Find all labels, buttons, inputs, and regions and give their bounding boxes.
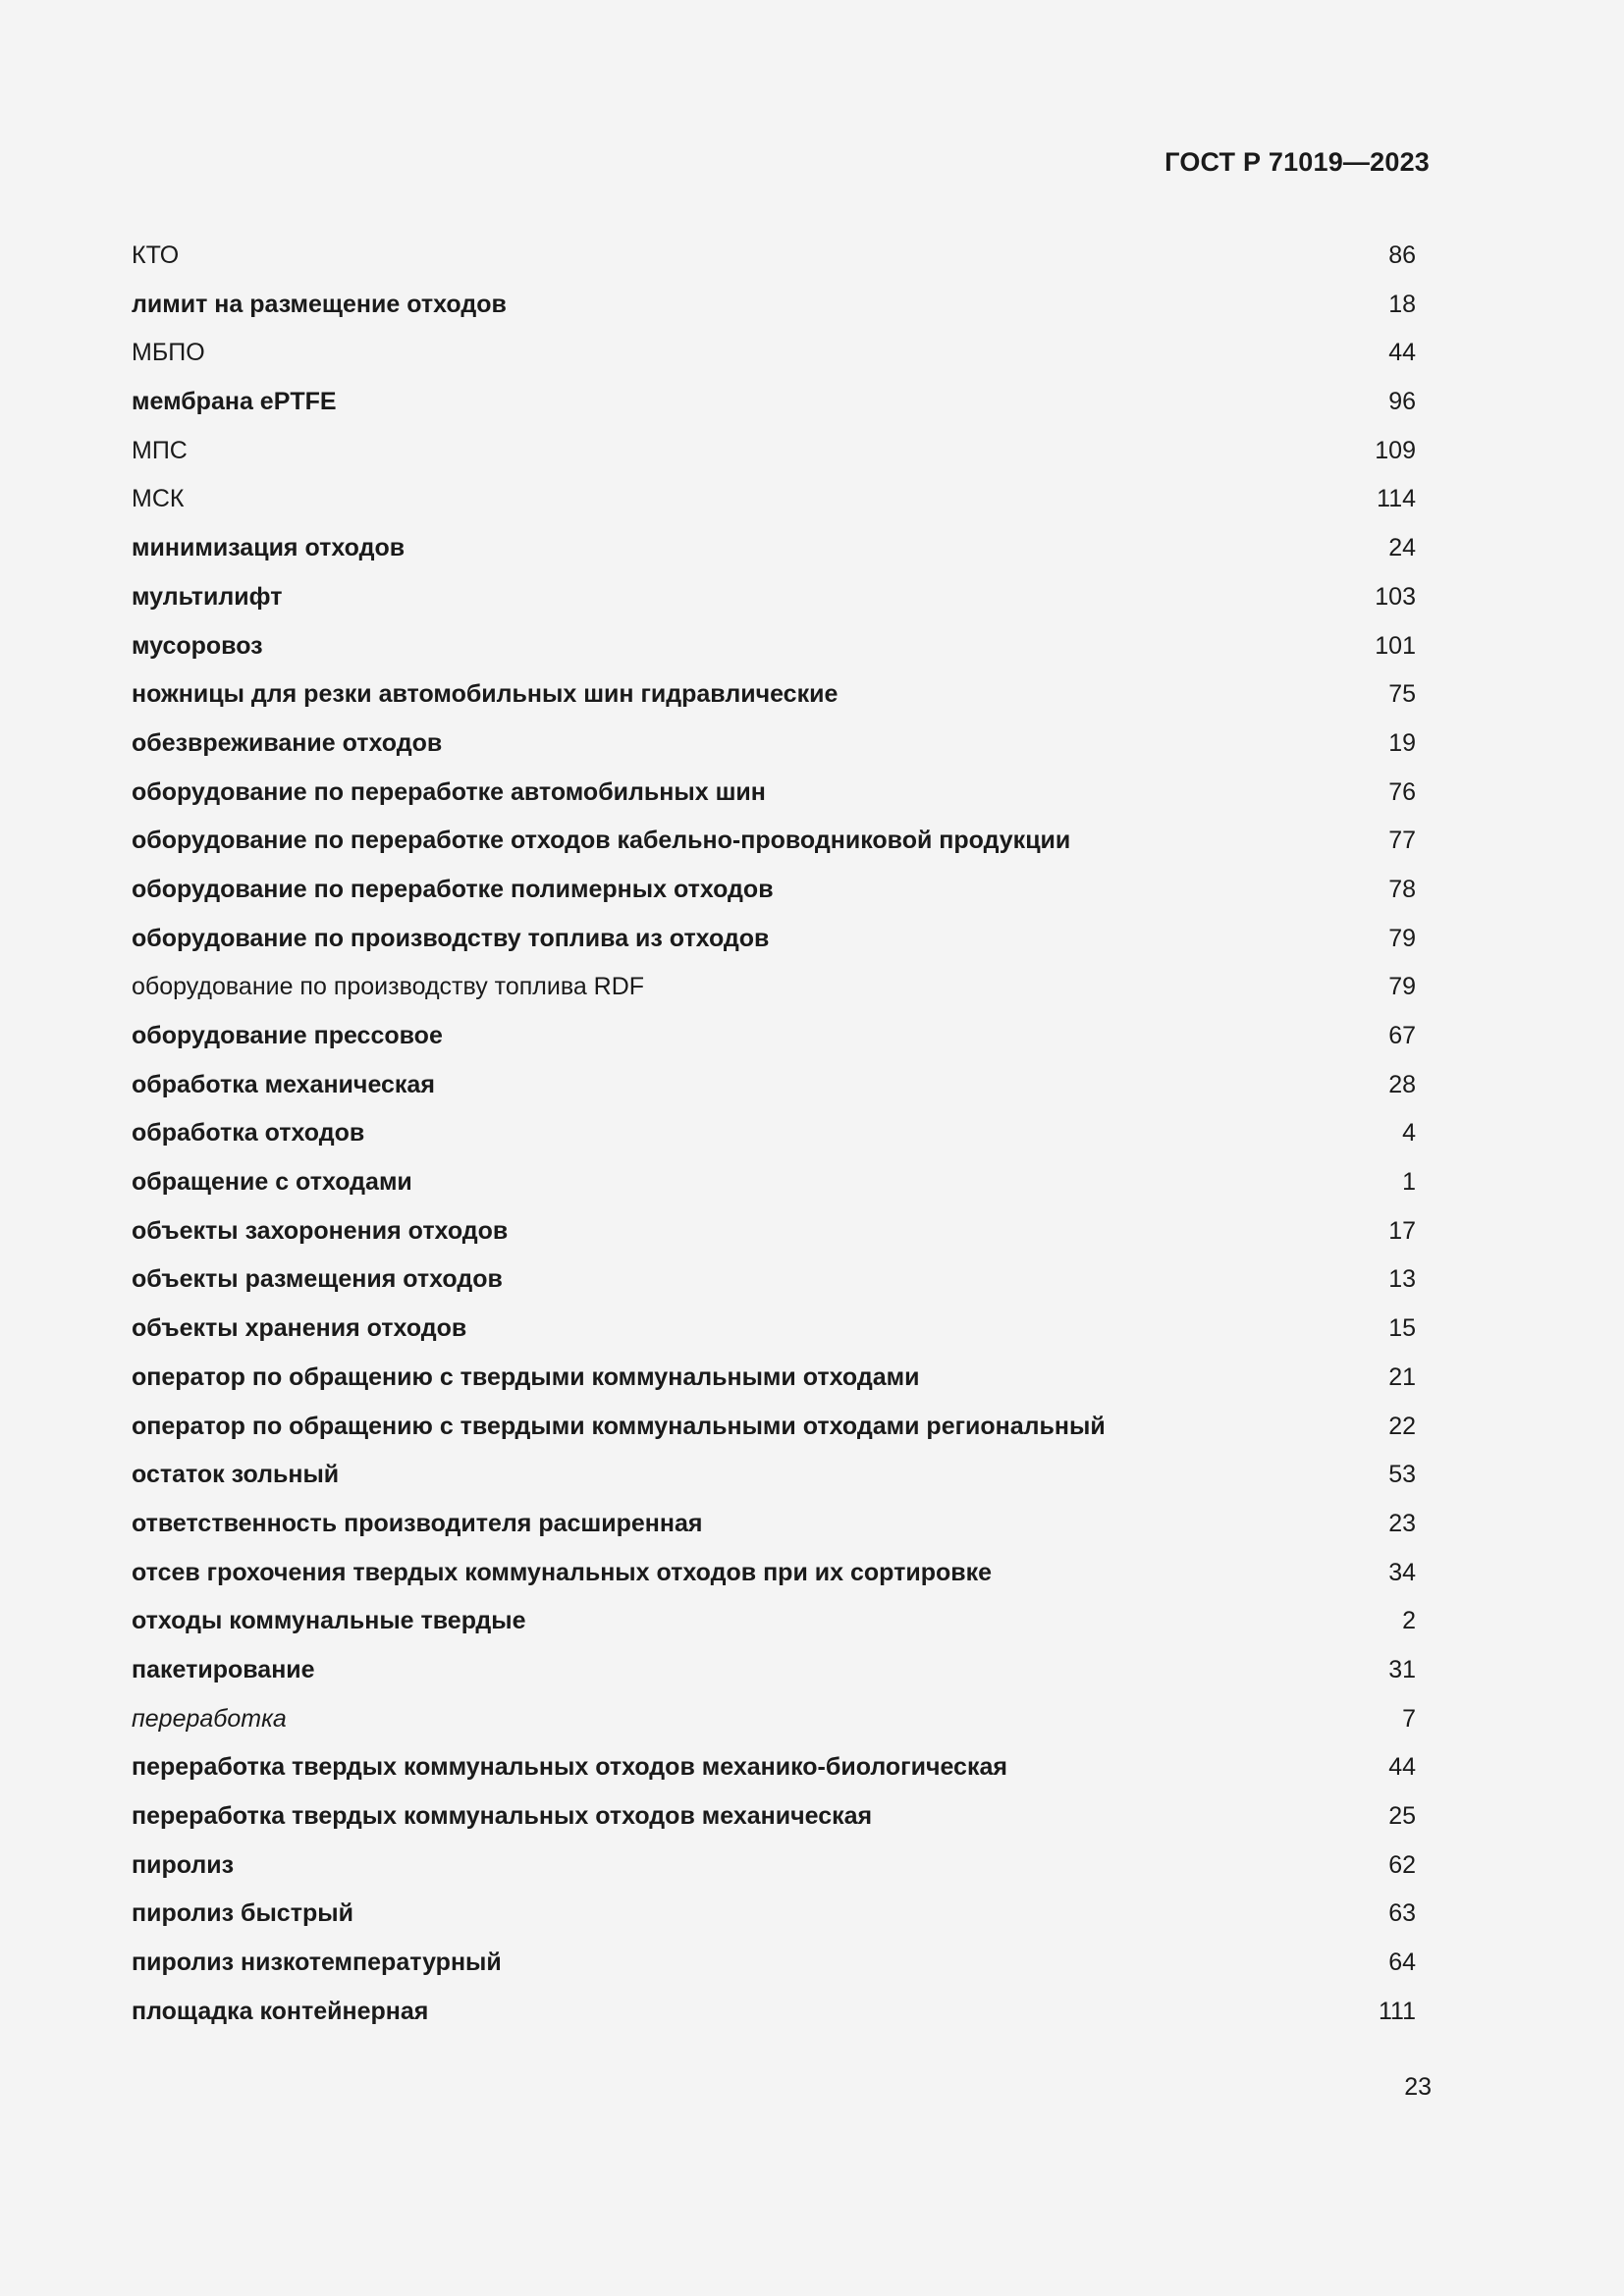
index-entry xyxy=(132,1842,1416,1891)
index-entry xyxy=(132,232,1416,281)
term-index xyxy=(132,232,1416,2036)
index-number: 1 xyxy=(1402,1168,1416,1197)
index-entry xyxy=(132,817,1416,866)
index-number: 2 xyxy=(1402,1607,1416,1635)
index-entry xyxy=(132,720,1416,769)
index-entry xyxy=(132,1792,1416,1842)
index-number: 34 xyxy=(1388,1558,1416,1586)
index-number: 109 xyxy=(1375,436,1416,464)
index-term: объекты размещения отходов xyxy=(132,1265,503,1294)
index-entry xyxy=(132,524,1416,573)
index-number: 4 xyxy=(1402,1119,1416,1148)
index-number: 13 xyxy=(1388,1265,1416,1294)
index-number: 78 xyxy=(1388,875,1416,903)
index-term: лимит на размещение отходов xyxy=(132,290,507,318)
index-entry xyxy=(132,1061,1416,1110)
index-entry xyxy=(132,1500,1416,1549)
index-entry xyxy=(132,1743,1416,1792)
index-number: 23 xyxy=(1388,1509,1416,1537)
index-entry xyxy=(132,1305,1416,1354)
index-number: 7 xyxy=(1402,1704,1416,1733)
index-term: площадка контейнерная xyxy=(132,1997,429,2025)
index-number: 22 xyxy=(1388,1412,1416,1440)
index-number: 79 xyxy=(1388,924,1416,952)
page-number: 23 xyxy=(1404,2073,1432,2101)
index-term: переработка твердых коммунальных отходов механическая xyxy=(132,1802,873,1830)
index-number: 25 xyxy=(1388,1802,1416,1830)
index-entry xyxy=(132,1012,1416,1061)
index-entry xyxy=(132,573,1416,622)
index-number: 86 xyxy=(1388,241,1416,269)
index-entry xyxy=(132,1695,1416,1744)
index-term: мультилифт xyxy=(132,582,283,611)
index-number: 17 xyxy=(1388,1216,1416,1245)
index-term: пиролиз низкотемпературный xyxy=(132,1949,502,1977)
document-header: ГОСТ Р 71019—2023 xyxy=(1164,147,1430,177)
index-term: КТО xyxy=(132,241,180,269)
index-entry xyxy=(132,1109,1416,1158)
index-entry xyxy=(132,1988,1416,2037)
index-entry xyxy=(132,281,1416,330)
index-term: оборудование по переработке полимерных отходов xyxy=(132,875,774,903)
index-term: объекты хранения отходов xyxy=(132,1314,467,1343)
index-term: пиролиз xyxy=(132,1850,235,1879)
index-entry xyxy=(132,1403,1416,1452)
index-number: 15 xyxy=(1388,1314,1416,1343)
index-number: 21 xyxy=(1388,1362,1416,1391)
index-term: обезвреживание отходов xyxy=(132,728,443,757)
index-number: 79 xyxy=(1388,973,1416,1001)
index-term: оборудование по переработке автомобильных шин xyxy=(132,777,766,806)
index-entry xyxy=(132,1158,1416,1207)
index-term: пакетирование xyxy=(132,1655,315,1683)
index-term: оператор по обращению с твердыми коммунальными отходами региональный xyxy=(132,1412,1106,1440)
index-number: 18 xyxy=(1388,290,1416,318)
index-term: отходы коммунальные твердые xyxy=(132,1607,526,1635)
index-number: 44 xyxy=(1388,339,1416,367)
index-number: 19 xyxy=(1388,728,1416,757)
index-term: оборудование по производству топлива из отходов xyxy=(132,924,770,952)
index-term: оператор по обращению с твердыми коммунальными отходами xyxy=(132,1362,920,1391)
index-entry xyxy=(132,427,1416,476)
index-term: мембрана ePTFE xyxy=(132,388,337,416)
index-term: обработка отходов xyxy=(132,1119,365,1148)
index-entry xyxy=(132,1597,1416,1646)
index-term: оборудование прессовое xyxy=(132,1022,443,1049)
index-number: 75 xyxy=(1388,680,1416,709)
index-number: 101 xyxy=(1375,631,1416,660)
index-number: 31 xyxy=(1388,1655,1416,1683)
index-entry xyxy=(132,670,1416,720)
index-term: мусоровоз xyxy=(132,631,263,660)
index-entry xyxy=(132,769,1416,818)
index-entry xyxy=(132,1646,1416,1695)
index-entry xyxy=(132,475,1416,524)
index-number: 96 xyxy=(1388,388,1416,416)
index-number: 24 xyxy=(1388,534,1416,562)
index-entry xyxy=(132,1939,1416,1988)
index-term: МСК xyxy=(132,485,185,513)
index-number: 76 xyxy=(1388,777,1416,806)
index-number: 62 xyxy=(1388,1850,1416,1879)
index-term: МПС xyxy=(132,436,188,464)
index-term: обработка механическая xyxy=(132,1070,435,1098)
index-number: 103 xyxy=(1375,582,1416,611)
index-term: пиролиз быстрый xyxy=(132,1899,353,1928)
index-number: 77 xyxy=(1388,827,1416,855)
index-number: 63 xyxy=(1388,1899,1416,1928)
index-term: оборудование по производству топлива RDF xyxy=(132,973,645,1001)
index-term: оборудование по переработке отходов кабельно-проводниковой продукции xyxy=(132,827,1071,855)
index-entry xyxy=(132,866,1416,915)
index-term: остаток зольный xyxy=(132,1461,340,1489)
index-number: 28 xyxy=(1388,1070,1416,1098)
index-entry xyxy=(132,1890,1416,1939)
index-term: объекты захоронения отходов xyxy=(132,1216,509,1245)
index-term: отсев грохочения твердых коммунальных отходов при их сортировке xyxy=(132,1558,993,1586)
index-number: 114 xyxy=(1377,485,1416,513)
index-term: ответственность производителя расширенная xyxy=(132,1509,703,1537)
index-entry xyxy=(132,915,1416,964)
index-entry xyxy=(132,622,1416,671)
index-term: переработка xyxy=(132,1704,287,1733)
index-term: обращение с отходами xyxy=(132,1168,412,1197)
index-number: 53 xyxy=(1388,1461,1416,1489)
index-entry xyxy=(132,1255,1416,1305)
index-term: ножницы для резки автомобильных шин гидравлические xyxy=(132,680,839,709)
index-entry xyxy=(132,1451,1416,1500)
index-number: 64 xyxy=(1388,1949,1416,1977)
index-term: МБПО xyxy=(132,339,205,367)
index-term: переработка твердых коммунальных отходов механико-биологическая xyxy=(132,1753,1007,1782)
index-entry xyxy=(132,378,1416,427)
index-number: 67 xyxy=(1388,1022,1416,1049)
index-number: 44 xyxy=(1388,1753,1416,1782)
index-entry xyxy=(132,1354,1416,1403)
index-entry xyxy=(132,1549,1416,1598)
index-term: минимизация отходов xyxy=(132,534,406,562)
index-number: 111 xyxy=(1378,1997,1416,2025)
index-entry xyxy=(132,1207,1416,1256)
index-entry xyxy=(132,329,1416,378)
index-entry xyxy=(132,963,1416,1012)
